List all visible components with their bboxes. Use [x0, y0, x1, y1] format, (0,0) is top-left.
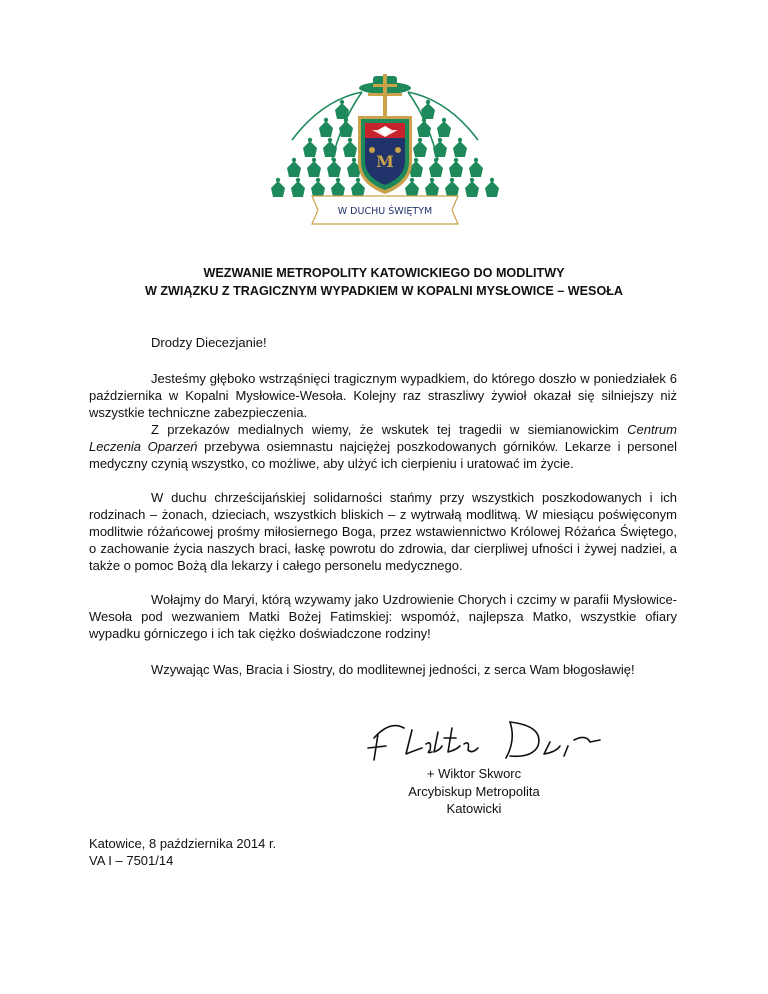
greeting: Drodzy Diecezjanie!: [151, 335, 267, 350]
shield-icon: [358, 116, 412, 194]
paragraph-2-start: Z przekazów medialnych wiemy, że wskutek tej tragedii w siemianowickim: [151, 422, 628, 437]
motto-text: W DUCHU ŚWIĘTYM: [337, 206, 433, 217]
document-title-line-2: W ZWIĄZKU Z TRAGICZNYM WYPADKIEM W KOPALNI MYSŁOWICE – WESOŁA: [144, 284, 624, 298]
place-and-date: Katowice, 8 października 2014 r.: [89, 836, 277, 851]
handwritten-signature: [360, 710, 626, 770]
paragraph-1: Jesteśmy głęboko wstrząśnięci tragicznym wypadkiem, do którego doszło w poniedziałek 6 października w Kopalni Mysłowice-Wesoła. Kolejny raz straszliwy żywioł okazał się silniejszy niż wszystkie techniczne zabezpieczenia.: [89, 371, 677, 420]
paragraph-3: W duchu chrześcijańskiej solidarności stańmy przy wszystkich poszkodowanych i ich rodzinach – żonach, dzieciach, wszystkich bliskich – z wytrwałą modlitwą. W miesiącu poświęconym modlitwie różańcowej prośmy miłosiernego Boga, przez wstawiennictwo Królowej Różańca Świętego, o zachowanie życia naszych braci, łaskę powrotu do zdrowia, dar cierpliwej ufności i żywej nadziei, a także o pomoc Bożą dla lekarzy i całego personelu medycznego.: [89, 490, 677, 573]
paragraph-2-end: przebywa osiemnastu najciężej poszkodowanych górników. Lekarze i personel medyczny czynią wszystko, co możliwe, aby ulżyć ich cierpieniu i uratować im życie.: [89, 439, 678, 471]
signatory-role: Arcybiskup Metropolita: [408, 783, 540, 799]
tassels-left-icon: [271, 100, 365, 197]
signatory-name: + Wiktor Skworc: [426, 766, 522, 781]
tassels-right-icon: [405, 100, 499, 197]
paragraph-2-italic: Centrum Leczenia Oparzeń: [89, 422, 677, 454]
document-title-line-1: WEZWANIE METROPOLITY KATOWICKIEGO DO MODLITWY: [203, 266, 565, 280]
paragraph-4: Wołajmy do Maryi, którą wzywamy jako Uzdrowienie Chorych i czcimy w parafii Mysłowice-Wesoła pod wezwaniem Matki Bożej Fatimskiej: wspomóż, najlepsza Matko, wszystkie ofiary wypadku górniczego i ich tak ciężko doświadczone rodziny!: [89, 592, 677, 641]
paragraph-2: [89, 421, 677, 472]
coat-of-arms: [262, 70, 508, 230]
closing-blessing: Wzywając Was, Bracia i Siostry, do modlitewnej jedności, z serca Wam błogosławię!: [151, 662, 635, 677]
signature-block: [356, 765, 592, 818]
document-footer: [89, 835, 276, 869]
svg-text:M: M: [376, 152, 394, 171]
reference-number: VA I – 7501/14: [89, 853, 174, 868]
motto-ribbon: [312, 196, 458, 224]
signatory-see: Katowicki: [446, 801, 502, 816]
